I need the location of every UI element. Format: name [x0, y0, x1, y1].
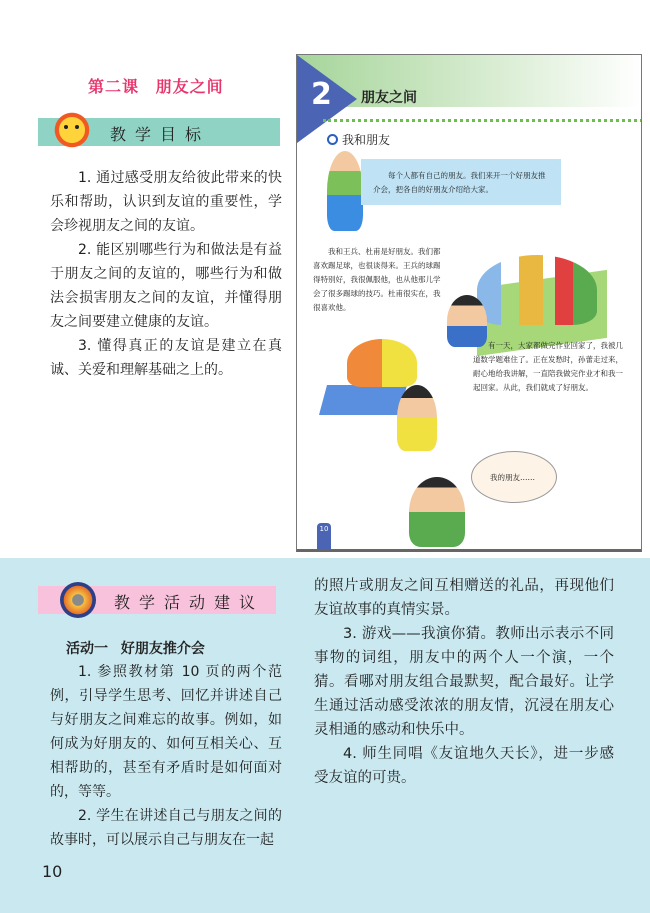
goals-list: [50, 166, 282, 382]
story-2: 有一天，大家都做完作业回家了，我被几道数学题难住了。正在发愁时，孙蕾走过来，耐心地给我讲解，一直陪我做完作业才和我一起回家。从此，我们就成了好朋友。: [473, 341, 623, 392]
goal-item: 2. 能区别哪些行为和做法是有益于朋友之间的友谊的，哪些行为和做法会损害朋友之间的友谊，并懂得朋友之间要建立健康的友谊。: [50, 242, 282, 330]
activity-title: 活动一 好朋友推介会: [66, 641, 205, 657]
textbook-page-inset: [296, 54, 642, 552]
soccer-kids-illustration: [477, 255, 597, 325]
goal-item: 1. 通过感受朋友给彼此带来的快乐和帮助，认识到友谊的重要性，学会珍视朋友之间的友谊。: [50, 170, 282, 234]
thinking-boy-illustration: [409, 477, 465, 547]
inset-title: 朋友之间: [361, 90, 417, 106]
inset-subtitle: 我和朋友: [327, 131, 390, 148]
goals-heading: 教学目标: [110, 125, 211, 144]
activities-heading: 教学活动建议: [114, 593, 265, 612]
goal-item: 3. 懂得真正的友谊是建立在真诚、关爱和理解基础之上的。: [50, 338, 282, 378]
girls-illustration: [347, 339, 417, 387]
activity-right-column: [314, 574, 614, 790]
girl-illustration: [397, 385, 437, 451]
activity-paragraph: 4. 师生同唱《友谊地久天长》，进一步感受友谊的可贵。: [314, 746, 614, 786]
activity-paragraph: 1. 参照教材第 10 页的两个范例，引导学生思考、回忆并讲述自己与好朋友之间难忘的故事。例如，如何成为好朋友的、如何互相关心、互相帮助的，甚至有矛盾时是如何面对的，等等。: [50, 664, 282, 800]
story-1: 我和王兵、杜甫是好朋友。我们都喜欢踢足球，也很谈得来。王兵的球踢得特别好，我很佩服他，也从他那儿学会了很多踢球的技巧。杜甫很实在，我很喜欢他。: [313, 247, 441, 312]
activity-paragraph: 2. 学生在讲述自己与朋友之间的故事时，可以展示自己与朋友在一起: [50, 808, 282, 848]
dotted-divider: [323, 119, 642, 122]
thought-bubble: 我的朋友……: [471, 451, 557, 503]
lesson-title: 第二课 朋友之间: [88, 77, 224, 96]
page-number: 10: [42, 862, 63, 881]
desk-illustration: [319, 385, 407, 415]
sun-icon: [52, 110, 92, 150]
intro-bubble: 每个人都有自己的朋友。我们来开一个好朋友推介会，把各自的好朋友介绍给大家。: [361, 159, 561, 205]
inset-page-tab: 10: [317, 523, 331, 552]
activity-paragraph: 3. 游戏——我演你猜。教师出示表示不同事物的词组，朋友中的两个人一个演，一个猜。看哪对朋友组合最默契，配合最好。让学生通过活动感受浓浓的朋友情，沉浸在朋友心灵相通的感动和快乐中。: [314, 626, 614, 738]
activity-paragraph: 的照片或朋友之间互相赠送的礼品，再现他们友谊故事的真情实景。: [314, 578, 614, 618]
boy-illustration: [327, 151, 363, 231]
compass-icon: [60, 582, 96, 618]
unit-number: 2: [311, 77, 332, 112]
activity-left-column: [50, 660, 282, 852]
circle-icon: [327, 134, 338, 145]
